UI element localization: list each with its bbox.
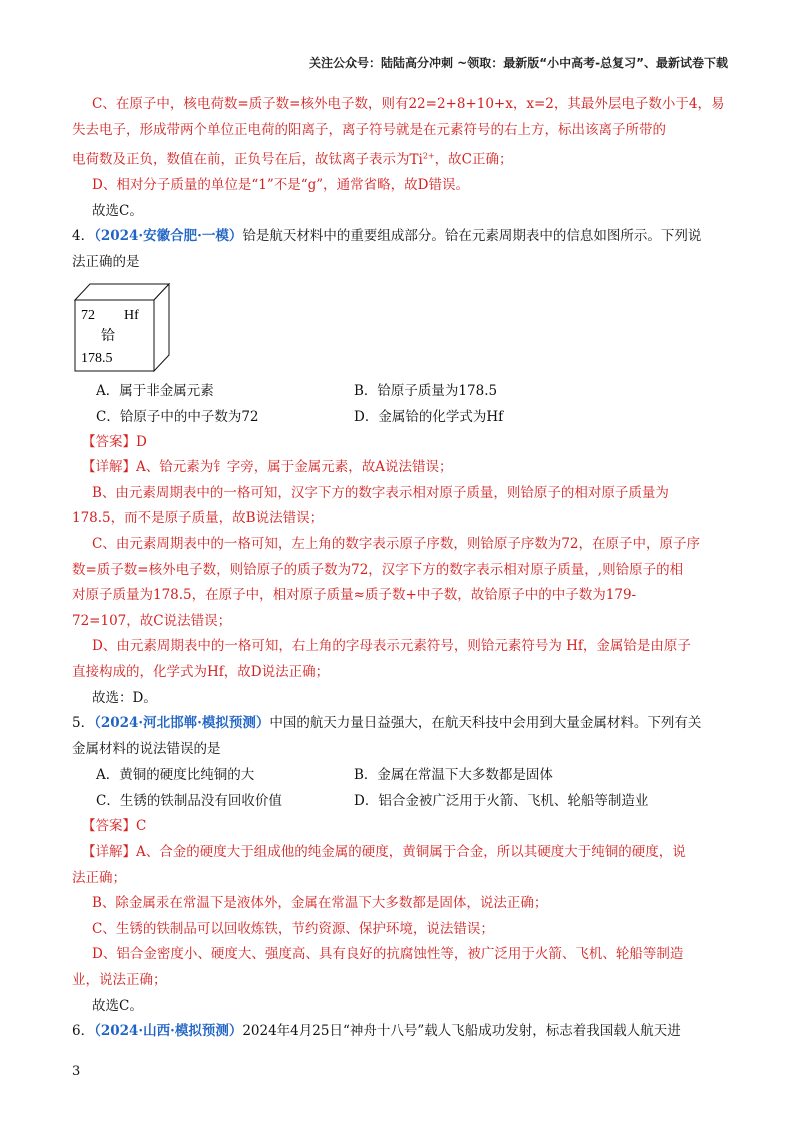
q4-conclusion: 故选：D。 (92, 689, 157, 706)
q5-stem-line-1 (72, 711, 728, 737)
q4-detail-9: 直接构成的，化学式为Hf，故D说法正确； (72, 664, 330, 680)
q4-stem-line-2: 法正确的是 (72, 254, 140, 271)
q5-detail-4: C、生锈的铁制品可以回收炼铁，节约资源、保护环境，说法错误； (92, 920, 494, 937)
q6-stem-1: 2024年4月25日“神舟十八号”载人飞船成功发射，标志着我国载人航天进 (242, 1023, 681, 1040)
q4-detail-8: D、由元素周期表中的一格可知，右上角的字母表示元素符号，则铪元素符号为 Hf，金属铪是由原子 (92, 638, 691, 655)
prev-c-line-3-a: 电荷数及正负，数值在前，正负号在后，故钛离子表示为 (72, 151, 410, 168)
ion-charge: 2+ (422, 151, 435, 161)
q4-stem-1: 铪是航天材料中的重要组成部分。铪在元素周期表中的信息如图所示。下列说 (242, 228, 702, 245)
page-content (72, 92, 728, 1045)
q4-detail-7: 72=107，故C说法错误； (72, 612, 232, 629)
q4-detail-1: 【详解】A、铪元素为钅字旁，属于金属元素，故A说法错误； (82, 459, 453, 476)
prev-c-line-3 (72, 143, 728, 173)
cube-top (75, 284, 169, 300)
q6-stem-line-1 (72, 1019, 728, 1045)
q5-stem-line-2: 金属材料的说法错误的是 (72, 740, 221, 757)
q4-option-b[interactable]: B．铪原子质量为178.5 (354, 382, 498, 399)
q5-option-b[interactable]: B．金属在常温下大多数都是固体 (354, 767, 553, 784)
q5-answer: 【答案】C (82, 818, 147, 835)
q5-option-a[interactable]: A．黄铜的硬度比纯铜的大 (96, 767, 255, 784)
prev-d-line: D、相对分子质量的单位是“1”不是“g”，通常省略，故D错误。 (92, 177, 469, 194)
element-name: 铪 (101, 327, 115, 344)
q4-detail-6: 对原子质量为178.5，在原子中，相对原子质量≈质子数+中子数，故铪原子中的中子数为179- (72, 587, 637, 604)
q4-options-row-2 (72, 404, 728, 430)
q4-option-a[interactable]: A．属于非金属元素 (96, 382, 214, 399)
element-number: 72 (81, 307, 95, 323)
q5-detail-1: 【详解】A、合金的硬度大于组成他的纯金属的硬度，黄铜属于合金，所以其硬度大于纯铜的硬度，说 (82, 843, 686, 860)
prev-conclusion: 故选C。 (92, 202, 143, 219)
element-mass: 178.5 (81, 350, 113, 366)
q5-detail-3: B、除金属汞在常温下是液体外，金属在常温下大多数都是固体，说法正确； (92, 895, 548, 912)
q4-number: 4． (72, 228, 95, 245)
q4-detail-2: B、由元素周期表中的一格可知，汉字下方的数字表示相对原子质量，则铪原子的相对原子质量为 (92, 484, 669, 501)
q5-option-d[interactable]: D．铝合金被广泛用于火箭、飞机、轮船等制造业 (354, 793, 649, 810)
q6-number: 6． (72, 1023, 95, 1040)
element-symbol: Hf (124, 307, 139, 323)
element-cell-figure (74, 282, 728, 374)
prev-c-line-3-b: ，故C正确； (434, 151, 513, 168)
ion-symbol (410, 152, 435, 168)
page-number: 3 (72, 1064, 81, 1079)
ion-base: Ti (409, 151, 423, 168)
q4-detail-4: C、由元素周期表中的一格可知，左上角的数字表示原子序数，则铪原子序数为72，在原子中，原子序 (92, 536, 701, 553)
q5-conclusion: 故选C。 (92, 997, 143, 1014)
q5-detail-6: 业，说法正确； (72, 971, 167, 988)
q4-stem-line-1 (72, 224, 728, 250)
q4-option-c[interactable]: C．铪原子中的中子数为72 (96, 408, 259, 425)
q5-options-row-2 (72, 788, 728, 814)
q4-source: （2024·安徽合肥·一模） (94, 228, 243, 245)
q4-options-row-1 (72, 378, 728, 404)
cube-side (154, 284, 169, 371)
q5-stem-1: 中国的航天力量日益强大，在航天科技中会用到大量金属材料。下列有关 (269, 715, 702, 732)
q4-option-d[interactable]: D．金属铪的化学式为Hf (354, 408, 504, 425)
q4-detail-5: 数=质子数=核外电子数，则铪原子的质子数为72，汉字下方的数字表示相对原子质量，,则铪原子的相 (72, 561, 684, 578)
q5-options-row-1 (72, 762, 728, 788)
q5-number: 5． (72, 715, 95, 732)
element-cell-svg (74, 282, 174, 374)
q4-detail-3: 178.5，而不是原子质量，故B说法错误； (72, 510, 324, 527)
q4-answer: 【答案】D (82, 433, 147, 450)
page-header: 关注公众号：陆陆高分冲刺 ~领取：最新版“小中高考-总复习”、最新试卷下载 (309, 56, 728, 70)
q5-option-c[interactable]: C．生锈的铁制品没有回收价值 (96, 793, 282, 810)
q6-source: （2024·山西·模拟预测） (94, 1023, 243, 1040)
q5-source: （2024·河北邯郸·模拟预测） (94, 715, 270, 732)
prev-c-line-2: 失去电子，形成带两个单位正电荷的阳离子，离子符号就是在元素符号的右上方，标出该离子所带的 (72, 121, 666, 138)
prev-c-line-1: C、在原子中，核电荷数=质子数=核外电子数，则有22=2+8+10+x，x=2，其最外层电子数小于4，易 (92, 96, 725, 112)
q5-detail-5: D、铝合金密度小、硬度大、强度高、具有良好的抗腐蚀性等，被广泛用于火箭、飞机、轮船等制造 (92, 946, 684, 963)
q5-detail-2: 法正确； (72, 869, 126, 886)
